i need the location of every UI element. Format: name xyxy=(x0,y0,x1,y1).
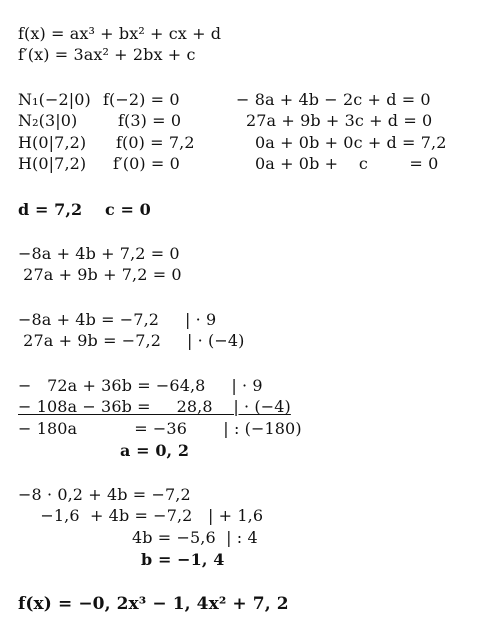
back-substitution-line-2: −1,6 + 4b = −7,2 | + 1,6 xyxy=(30,506,264,525)
condition-1: f(−2) = 0 xyxy=(103,90,180,109)
elimination-line-2: − 108a − 36b = 28,8 | · (−4) xyxy=(18,397,291,416)
condition-equation-2: 27a + 9b + 3c + d = 0 xyxy=(246,111,433,130)
condition-point-1: N₁(−2|0) xyxy=(18,90,91,109)
system1-line-1: −8a + 4b + 7,2 = 0 xyxy=(18,244,180,263)
system1-line-2: 27a + 9b + 7,2 = 0 xyxy=(18,265,182,284)
function-definition: f(x) = ax³ + bx² + cx + d xyxy=(18,24,222,43)
result-d-c: d = 7,2 c = 0 xyxy=(18,200,151,219)
elimination-line-1: − 72a + 36b = −64,8 | · 9 xyxy=(18,376,263,395)
condition-equation-3: 0a + 0b + 0c + d = 7,2 xyxy=(255,133,447,152)
derivative-definition: f′(x) = 3ax² + 2bx + c xyxy=(18,45,196,64)
condition-3: f(0) = 7,2 xyxy=(116,133,195,152)
elimination-line-3: − 180a = −36 | : (−180) xyxy=(18,419,302,438)
condition-point-2: N₂(3|0) xyxy=(18,111,78,130)
system2-line-1: −8a + 4b = −7,2 | · 9 xyxy=(18,310,217,329)
result-a: a = 0, 2 xyxy=(120,441,190,460)
result-b: b = −1, 4 xyxy=(141,550,225,569)
condition-equation-4: 0a + 0b + c = 0 xyxy=(255,154,439,173)
back-substitution-line-1: −8 · 0,2 + 4b = −7,2 xyxy=(18,485,191,504)
final-function: f(x) = −0, 2x³ − 1, 4x² + 7, 2 xyxy=(18,594,289,614)
back-substitution-line-3: 4b = −5,6 | : 4 xyxy=(132,528,258,547)
system2-line-2: 27a + 9b = −7,2 | · (−4) xyxy=(18,331,245,350)
condition-2: f(3) = 0 xyxy=(118,111,182,130)
condition-4: f′(0) = 0 xyxy=(113,154,180,173)
condition-equation-1: − 8a + 4b − 2c + d = 0 xyxy=(236,90,431,109)
condition-point-3: H(0|7,2) xyxy=(18,133,87,152)
condition-point-4: H(0|7,2) xyxy=(18,154,87,173)
